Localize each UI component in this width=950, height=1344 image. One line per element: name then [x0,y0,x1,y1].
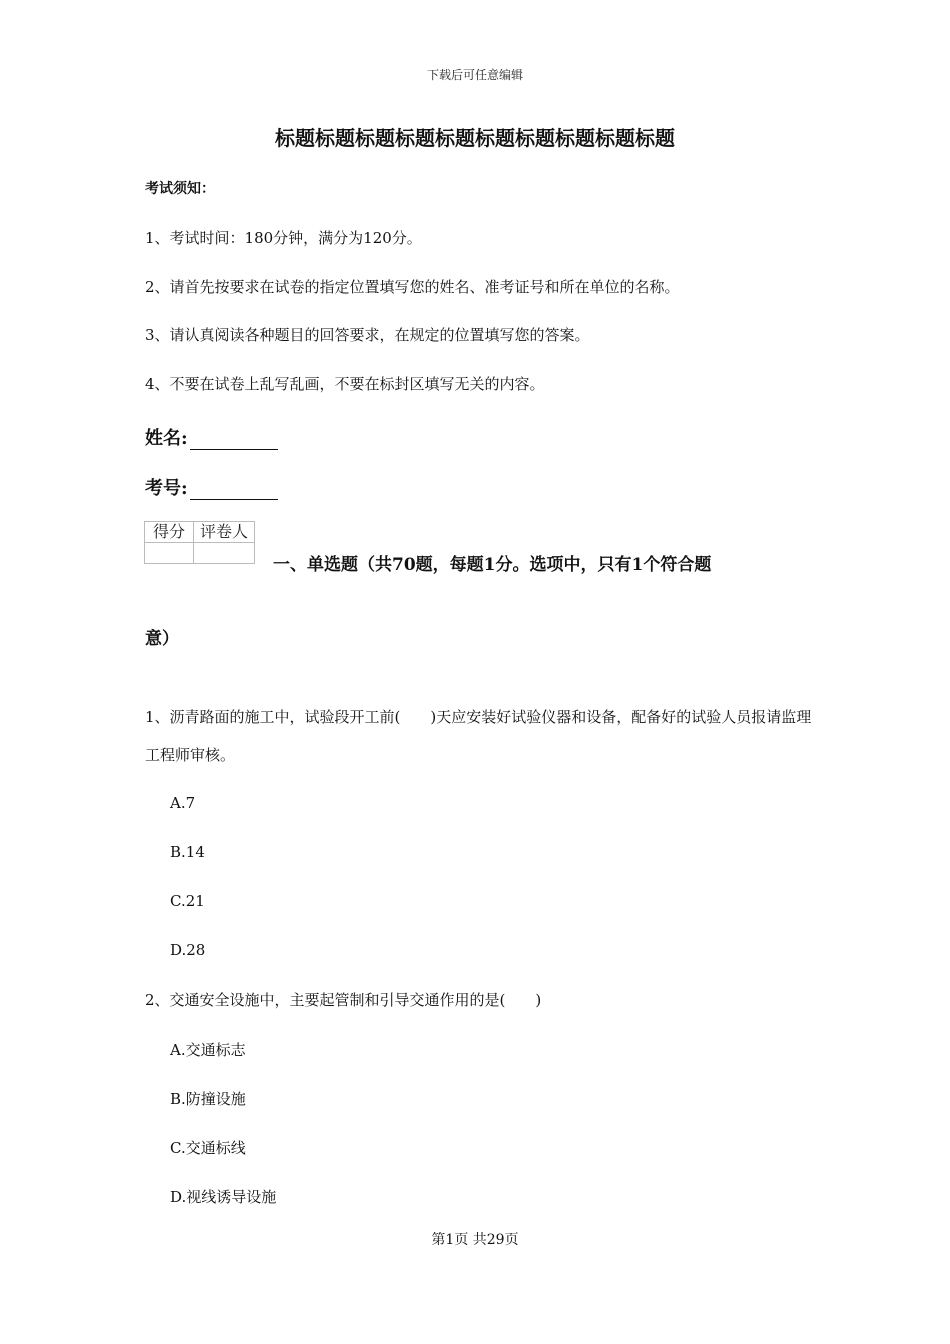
score-table-header-row [145,522,255,543]
name-blank-line[interactable] [190,429,278,450]
notice-rule: 2、请首先按要求在试卷的指定位置填写您的姓名、准考证号和所在单位的名称。 [145,278,680,296]
score-header: 得分 [145,522,194,543]
document-title: 标题标题标题标题标题标题标题标题标题标题 [275,126,675,150]
name-field [145,424,278,450]
notice-rule: 1、考试时间：180分钟，满分为120分。 [145,229,422,247]
score-table-blank-row [145,543,255,564]
question-1-option-a: A.7 [170,794,196,812]
question-2-option-d: D.视线诱导设施 [170,1188,277,1206]
question-2: 2、交通安全设施中，主要起管制和引导交通作用的是( ) [145,991,542,1009]
exam-id-blank-line[interactable] [190,479,278,500]
name-label: 姓名: [145,428,188,449]
question-1-option-d: D.28 [170,941,206,959]
question-1: 1、沥青路面的施工中，试验段开工前( )天应安装好试验仪器和设备，配备好的试验人员报请监理工程师审核。 [145,708,812,764]
section-title: 一、单选题（共70题，每题1分。选项中，只有1个符合题 [273,555,712,575]
question-2-option-b: B.防撞设施 [170,1090,246,1108]
section-title-continuation: 意） [145,629,179,649]
question-2-option-a: A.交通标志 [170,1041,246,1059]
score-table [144,521,255,564]
exam-id-label: 考号: [145,478,188,499]
grader-header: 评卷人 [194,522,255,543]
question-2-option-c: C.交通标线 [170,1139,246,1157]
page-footer: 第1页 共29页 [431,1232,519,1248]
header-note: 下载后可任意编辑 [426,68,523,82]
notice-rule: 3、请认真阅读各种题目的回答要求，在规定的位置填写您的答案。 [145,326,590,344]
question-1-option-b: B.14 [170,843,205,861]
notice-heading: 考试须知： [145,181,215,197]
grader-cell [194,543,255,564]
notice-rule: 4、不要在试卷上乱写乱画，不要在标封区填写无关的内容。 [145,375,545,393]
exam-id-field [145,474,278,500]
score-cell [145,543,194,564]
question-1-option-c: C.21 [170,892,205,910]
